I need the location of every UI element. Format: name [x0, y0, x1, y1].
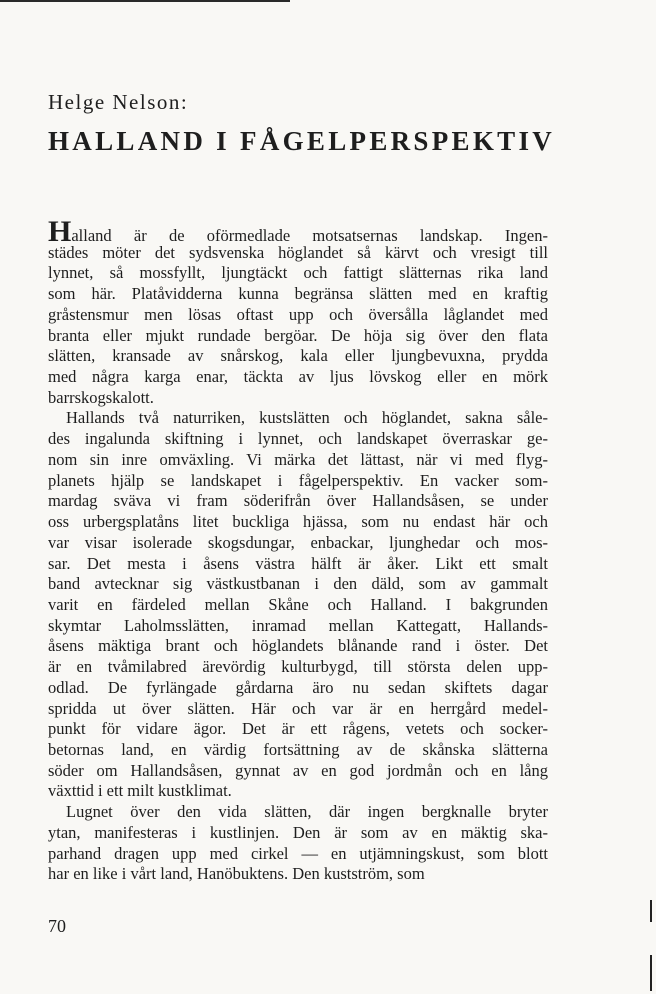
top-rule	[0, 0, 290, 2]
text-line	[48, 616, 548, 637]
text-line	[48, 243, 548, 264]
text-line	[48, 326, 548, 347]
text-line-content: skymtar Laholmsslätten, inramad mellan Kattegatt, Hallands-	[48, 615, 548, 635]
text-line-content: med några karga enar, täckta av ljus lövskog eller en mörk	[48, 367, 548, 387]
text-line-content: branta eller mjukt rundade bergöar. De höja sig över den flata	[48, 325, 548, 345]
text-line-content: söder om Hallandsåsen, gynnat av en god jordmån och en lång	[48, 760, 548, 780]
text-line-content: des ingalunda skiftning i lynnet, och landskapet överraskar ge-	[48, 429, 548, 449]
text-line	[48, 429, 548, 450]
text-line	[48, 533, 548, 554]
text-line-content: band avtecknar sig västkustbanan i den däld, som av gammalt	[48, 574, 548, 594]
text-line	[48, 450, 548, 471]
text-line-content: varit en färdeled mellan Skåne och Halland. I bakgrunden	[48, 594, 548, 614]
text-line	[48, 367, 548, 388]
paragraph	[48, 802, 548, 885]
text-line	[48, 740, 548, 761]
text-line	[48, 388, 548, 409]
text-line-content: betornas land, en värdig fortsättning av de skånska slätterna	[48, 739, 548, 759]
text-line	[48, 554, 548, 575]
text-line	[48, 699, 548, 720]
paragraph	[48, 408, 548, 802]
text-line-content: nom sin inre omväxling. Vi märka det lättast, när vi med flyg-	[48, 449, 548, 469]
text-line-content: städes möter det sydsvenska höglandet så kärvt och vresigt till	[48, 242, 548, 262]
text-line-content: lynnet, så mossfyllt, ljungtäckt och fattigt slätternas rika land	[48, 263, 548, 283]
text-line-content: var visar isolerade skogsdungar, enbackar, ljunghedar och mos-	[48, 532, 548, 552]
author-name: Helge Nelson:	[48, 90, 189, 114]
body-text	[48, 215, 548, 885]
text-line-content: växttid i ett milt kustklimat.	[48, 781, 232, 801]
text-line-content: Hallands två naturriken, kustslätten och höglandet, sakna såle-	[66, 408, 548, 428]
text-line-content: som här. Platåvidderna kunna begränsa slätten med en kraftig	[48, 284, 548, 304]
paragraph	[48, 215, 548, 408]
text-line	[48, 636, 548, 657]
text-line-content: spridda ut över slätten. Här och var är en herrgård medel-	[48, 698, 548, 718]
text-line	[48, 491, 548, 512]
text-line	[48, 215, 548, 248]
text-line-content: barrskogskalott.	[48, 387, 154, 407]
text-line-content: planets hjälp se landskapet i fågelperspektiv. En vacker som-	[48, 470, 548, 490]
text-line	[48, 574, 548, 595]
text-line-content: är en tvåmilabred ärevördig kulturbygd, till största delen upp-	[48, 657, 548, 677]
text-line-content: har en like i vårt land, Hanöbuktens. Den kustström, som	[48, 864, 425, 884]
text-line	[48, 678, 548, 699]
text-line-content: Lugnet över den vida slätten, där ingen bergknalle bryter	[66, 802, 548, 822]
text-line	[48, 802, 548, 823]
text-line-content: sar. Det mesta i åsens västra hälft är åker. Likt ett smalt	[48, 553, 548, 573]
text-line	[48, 305, 548, 326]
text-line	[48, 471, 548, 492]
text-line-content: gråstensmur men lösas oftast upp och översålla låglandet med	[48, 304, 548, 324]
text-line	[48, 864, 548, 885]
text-line-content: mardag sväva vi fram söderifrån över Hallandsåsen, se under	[48, 491, 548, 511]
text-line	[48, 346, 548, 367]
text-line-content: odlad. De fyrlängade gårdarna äro nu sedan skiftets dagar	[48, 677, 548, 697]
text-line-content: punkt för vidare ägor. Det är ett rågens, vetets och socker-	[48, 719, 548, 739]
text-line-content: alland är de oförmedlade motsatsernas landskap. Ingen-	[71, 226, 548, 245]
text-line-content: parhand dragen upp med cirkel — en utjämningskust, som blott	[48, 843, 548, 863]
page-edge-mark	[650, 955, 652, 991]
text-line	[48, 657, 548, 678]
text-line	[48, 823, 548, 844]
text-line-content: åsens mäktiga brant och höglandets blånande rand i öster. Det	[48, 636, 548, 656]
page-number: 70	[48, 916, 66, 936]
text-line	[48, 595, 548, 616]
text-line	[48, 761, 548, 782]
text-line	[48, 284, 548, 305]
text-line	[48, 408, 548, 429]
text-line	[48, 719, 548, 740]
text-line	[48, 512, 548, 533]
drop-cap: H	[48, 215, 72, 248]
text-line	[48, 781, 548, 802]
page-edge-mark	[650, 900, 652, 922]
page-title: HALLAND I FÅGELPERSPEKTIV	[48, 126, 556, 156]
text-line	[48, 263, 548, 284]
text-line	[48, 844, 548, 865]
text-line-content: ytan, manifesteras i kustlinjen. Den är som av en mäktig ska-	[48, 822, 548, 842]
text-line-content: oss urbergsplatåns litet buckliga hjässa, som nu endast här och	[48, 512, 548, 532]
text-line-content: slätten, kransade av snårskog, kala eller ljungbevuxna, prydda	[48, 346, 548, 366]
